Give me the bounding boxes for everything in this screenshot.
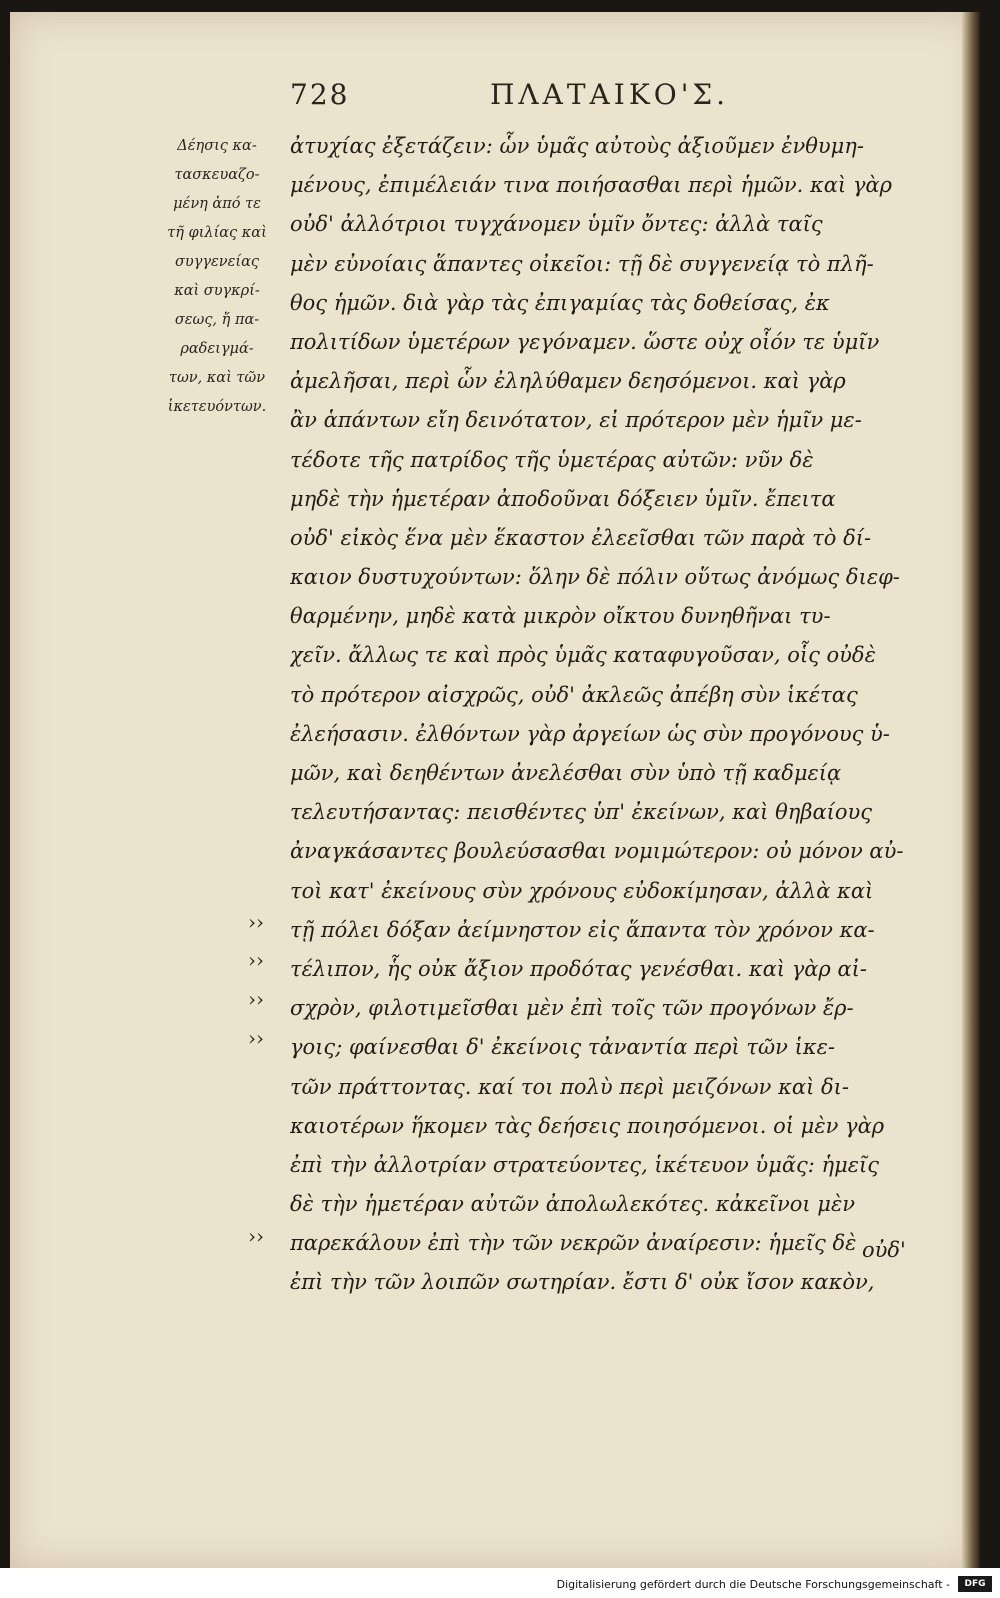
- margin-note-line: Δέησις κα-: [177, 138, 257, 154]
- margin-note-line: τασκευαζο-: [174, 167, 260, 183]
- page-header: [280, 78, 800, 118]
- quotation-mark: ››: [248, 1224, 264, 1248]
- body-text: [290, 127, 930, 1303]
- margin-note-line: ἱκετευόντων.: [167, 399, 267, 415]
- text-line: ἀναγκάσαντες βουλεύσασθαι νομιμώτερον: οὐ μόνον αὐ-: [290, 839, 904, 864]
- page-number: 728: [290, 78, 350, 111]
- margin-note-line: μένη ἀπό τε: [173, 196, 261, 212]
- text-line: ἂν ἁπάντων εἴη δεινότατον, εἰ πρότερον μὲν ἡμῖν με-: [290, 408, 862, 433]
- book-spine: [962, 12, 980, 1568]
- text-line: μῶν, καὶ δεηθέντων ἀνελέσθαι σὺν ὑπὸ τῇ καδμείᾳ: [290, 761, 842, 785]
- catchword: οὐδ': [862, 1238, 906, 1262]
- text-line: μηδὲ τὴν ἡμετέραν ἀποδοῦναι δόξειεν ὑμῖν. ἔπειτα: [290, 486, 836, 511]
- text-line: καιον δυστυχούντων: ὅλην δὲ πόλιν οὕτως ἀνόμως διεφ-: [290, 565, 900, 590]
- margin-note-line: σεως, ἤ πα-: [174, 312, 260, 328]
- text-line: ἀτυχίας ἐξετάζειν: ὧν ὑμᾶς αὐτοὺς ἀξιοῦμεν ἐνθυμη-: [290, 134, 864, 158]
- margin-note-line: καὶ συγκρί-: [174, 283, 260, 299]
- funding-credit: Digitalisierung gefördert durch die Deutsche Forschungsgemeinschaft -: [556, 1578, 950, 1591]
- text-line: ἐπὶ τὴν τῶν λοιπῶν σωτηρίαν. ἔστι δ' οὐκ ἴσον κακὸν,: [290, 1270, 875, 1295]
- text-line: παρεκάλουν ἐπὶ τὴν τῶν νεκρῶν ἀναίρεσιν: ἡμεῖς δὲ: [290, 1231, 857, 1256]
- text-line: τέδοτε τῆς πατρίδος τῆς ὑμετέρας αὐτῶν: νῦν δὲ: [290, 447, 814, 472]
- margin-note-line: τῆ φιλίας καὶ: [167, 225, 267, 241]
- margin-note: [152, 132, 282, 422]
- text-line: θος ἡμῶν. διὰ γὰρ τὰς ἐπιγαμίας τὰς δοθείσας, ἐκ: [290, 290, 830, 315]
- margin-note-line: των, καὶ τῶν: [168, 370, 266, 386]
- text-line: οὐδ' εἰκὸς ἕνα μὲν ἕκαστον ἐλεεῖσθαι τῶν παρὰ τὸ δί-: [290, 525, 872, 550]
- text-line: τέλιπον, ἧς οὐκ ἄξιον προδότας γενέσθαι. καὶ γὰρ αἰ-: [290, 956, 867, 981]
- text-line: μένους, ἐπιμέλειάν τινα ποιήσασθαι περὶ ἡμῶν. καὶ γὰρ: [290, 173, 892, 198]
- quotation-mark: ››: [248, 987, 264, 1011]
- text-line: τὸ πρότερον αἰσχρῶς, οὐδ' ἀκλεῶς ἀπέβη σὺν ἱκέτας: [290, 682, 858, 707]
- quotation-mark: ››: [248, 910, 264, 934]
- margin-note-line: συγγενείας: [174, 254, 260, 270]
- text-line: μὲν εὐνοίαις ἅπαντες οἰκεῖοι: τῇ δὲ συγγενείᾳ τὸ πλῆ-: [290, 251, 874, 276]
- text-line: τῇ πόλει δόξαν ἀείμνηστον εἰς ἅπαντα τὸν χρόνον κα-: [290, 917, 875, 942]
- footer-bar: [0, 1572, 1000, 1598]
- text-line: ἀμελῆσαι, περὶ ὧν ἐληλύθαμεν δεησόμενοι. καὶ γὰρ: [290, 369, 846, 394]
- text-line: ἐπὶ τὴν ἀλλοτρίαν στρατεύοντες, ἱκέτευον ὑμᾶς: ἡμεῖς: [290, 1152, 880, 1177]
- text-line: σχρὸν, φιλοτιμεῖσθαι μὲν ἐπὶ τοῖς τῶν προγόνων ἔρ-: [290, 996, 854, 1021]
- text-line: γοις; φαίνεσθαι δ' ἐκείνοις τἀναντία περὶ τῶν ἱκε-: [290, 1035, 835, 1060]
- text-line: ἐλεήσασιν. ἐλθόντων γὰρ ἀργείων ὡς σὺν προγόνους ὑ-: [290, 721, 890, 746]
- text-line: θαρμένην, μηδὲ κατὰ μικρὸν οἴκτου δυνηθῆναι τυ-: [290, 604, 831, 629]
- dfg-logo: DFG: [958, 1576, 992, 1592]
- text-line: δὲ τὴν ἡμετέραν αὐτῶν ἀπολωλεκότες. κἀκεῖνοι μὲν: [290, 1192, 855, 1217]
- running-title: ΠΛΑΤΑΙΚΟ'Σ.: [490, 78, 730, 111]
- quotation-mark: ››: [248, 948, 264, 972]
- margin-note-line: ραδειγμά-: [180, 341, 254, 357]
- text-line: χεῖν. ἄλλως τε καὶ πρὸς ὑμᾶς καταφυγοῦσαν, οἷς οὐδὲ: [290, 643, 876, 668]
- text-line: οὐδ' ἀλλότριοι τυγχάνομεν ὑμῖν ὄντες: ἀλλὰ ταῖς: [290, 212, 823, 237]
- quotation-mark: ››: [248, 1026, 264, 1050]
- text-line: καιοτέρων ἥκομεν τὰς δεήσεις ποιησόμενοι. οἱ μὲν γὰρ: [290, 1113, 885, 1138]
- text-line: πολιτίδων ὑμετέρων γεγόναμεν. ὥστε οὐχ οἷόν τε ὑμῖν: [290, 329, 880, 354]
- text-line: τῶν πράττοντας. καί τοι πολὺ περὶ μειζόνων καὶ δι-: [290, 1074, 849, 1099]
- text-line: τοὶ κατ' ἐκείνους σὺν χρόνους εὐδοκίμησαν, ἀλλὰ καὶ: [290, 878, 874, 903]
- text-line: τελευτήσαντας: πεισθέντες ὑπ' ἐκείνων, καὶ θηβαίους: [290, 800, 873, 825]
